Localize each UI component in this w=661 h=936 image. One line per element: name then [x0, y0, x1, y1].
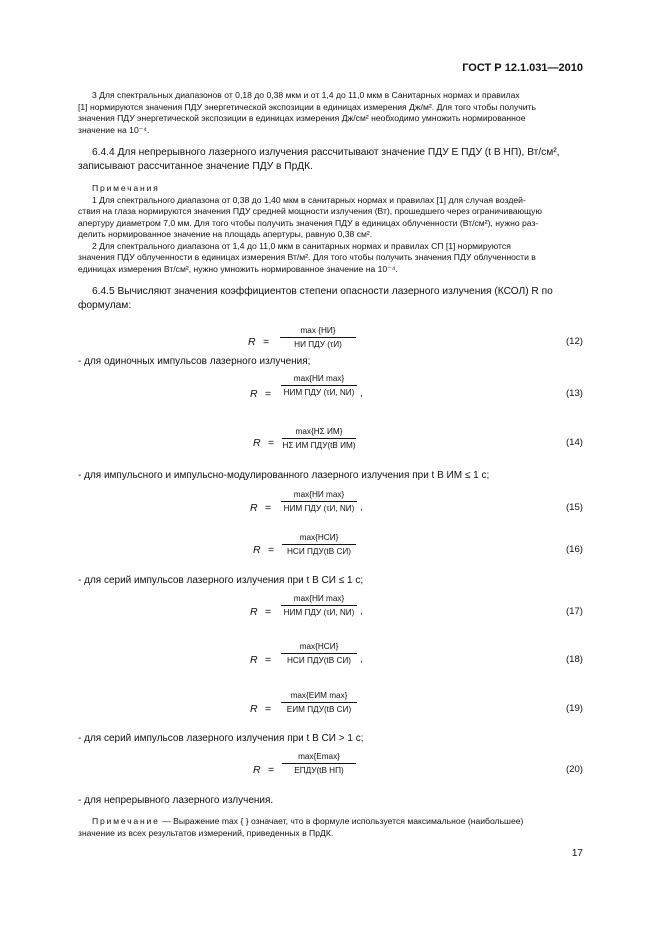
paragraph-6-4-4-line-2: записывают рассчитанное значение ПДУ в ПрДК. [78, 160, 313, 172]
paragraph-6-4-5 [78, 285, 583, 312]
equals-sign: = [265, 606, 272, 618]
note-2-line-1: 2 Для спектрального диапазона от 1,4 до 11,0 мкм в санитарных нормах и правилах СП [1] нормируются [92, 240, 511, 251]
numerator: max {HИ} [280, 326, 356, 338]
equation-lhs: R [248, 336, 256, 348]
equation-lhs: R [250, 502, 258, 514]
fraction [281, 691, 357, 714]
equals-sign: = [265, 502, 272, 514]
numerator: max{HСИ} [281, 642, 357, 654]
note-2-line-3: единицах измерения Вт/см², нужно умножить нормированное значение на 10⁻⁴. [78, 263, 398, 274]
numerator: max{HСИ} [282, 533, 356, 545]
note-1-line-3: апертуру диаметром 7,0 мм. Для того чтобы получить значения ПДУ в единицах облученности (Вт/см²), нужно раз- [78, 217, 539, 228]
paragraph-6-4-5-line-2: формулам: [78, 299, 132, 311]
comma: , [360, 654, 363, 665]
equation-lhs: R [250, 703, 258, 715]
denominator: HИМ ПДУ (τИ, NИ) [283, 388, 355, 397]
equation-lhs: R [253, 544, 261, 556]
equation-lhs: R [253, 764, 261, 776]
equation-number: (18) [565, 654, 583, 665]
note-1-line-2: ствия на глаза нормируются значения ПДУ средней мощности излучения (Вт), прошедшего через ограничивающую [78, 206, 542, 216]
final-note [78, 816, 583, 839]
note-3-line-4: значение на 10⁻⁴. [78, 124, 150, 135]
document-header: ГОСТ Р 12.1.031—2010 [462, 62, 583, 74]
equation-number: (19) [565, 703, 583, 714]
equation-lhs: R [253, 437, 261, 449]
final-note-label: Примечание [92, 816, 160, 826]
bullet-continuous: - для непрерывного лазерного излучения. [78, 795, 274, 806]
fraction [282, 427, 356, 450]
numerator: max{HΣ ИМ} [282, 427, 356, 439]
fraction [281, 594, 357, 617]
numerator: max{HИ max} [281, 374, 357, 386]
note-3-line-2: [1] нормируются значения ПДУ энергетической экспозиции в единицах измерения Дж/м². Для того чтобы получить [78, 101, 537, 112]
denominator: HСИ ПДУ(tВ СИ) [287, 656, 351, 665]
equation-lhs: R [250, 654, 258, 666]
equals-sign: = [268, 544, 275, 556]
note-3-line-1: 3 Для спектральных диапазонов от 0,18 до 0,38 мкм и от 1,4 до 11,0 мкм в Санитарных нормах и правилах [92, 90, 520, 100]
denominator: HИМ ПДУ (τИ, NИ) [283, 504, 355, 513]
bullet-pulsed-modulated: - для импульсного и импульсно-модулированного лазерного излучения при t В ИМ ≤ 1 с; [78, 470, 490, 481]
bullet-series-short: - для серий импульсов лазерного излучения при t В СИ ≤ 1 с; [78, 575, 364, 586]
denominator: EИМ ПДУ(tВ СИ) [286, 705, 352, 714]
note-2-line-2: значения ПДУ облученности в единицах измерения Вт/м². Для того чтобы получить значения ПДУ облученности в [78, 252, 536, 262]
comma: , [360, 388, 363, 399]
final-note-text: — Выражение max { } означает, что в формуле используется максимальное (наибольшее) [159, 816, 524, 826]
denominator: HСИ ПДУ(tВ СИ) [287, 547, 351, 556]
equals-sign: = [265, 388, 272, 400]
fraction [282, 752, 356, 775]
equals-sign: = [268, 437, 275, 449]
denominator: HИМ ПДУ (τИ, NИ) [283, 608, 355, 617]
final-note-line-1 [78, 816, 583, 828]
paragraph-6-4-4-line-1: 6.4.4 Для непрерывного лазерного излучения рассчитывают значение ПДУ E ПДУ (t В НП), Вт/см², [92, 147, 560, 158]
bullet-single-pulses: - для одиночных импульсов лазерного излучения; [78, 356, 311, 367]
equals-sign: = [263, 336, 270, 348]
note-1-line-1: 1 Для спектрального диапазона от 0,38 до 1,40 мкм в санитарных нормах и правилах [1] для случая воздей- [92, 194, 526, 205]
equation-number: (20) [565, 764, 583, 775]
fraction [281, 642, 357, 665]
final-note-line-2: значение из всех результатов измерений, приведенных в ПрДК. [78, 827, 334, 838]
equation-number: (14) [565, 437, 583, 448]
numerator: max{EИМ max} [281, 691, 357, 703]
numerator: max{Emax} [282, 752, 356, 764]
fraction [282, 533, 356, 556]
equals-sign: = [265, 703, 272, 715]
equation-number: (16) [565, 544, 583, 555]
comma: , [360, 502, 363, 513]
equation-number: (12) [565, 336, 583, 347]
numerator: max{HИ max} [281, 594, 357, 606]
note-3-line-3: значения ПДУ энергетической экспозиции в единицах измерения Дж/см² необходимо умножить нормированное [78, 113, 526, 123]
equation-lhs: R [250, 388, 258, 400]
fraction [280, 326, 356, 349]
page-number: 17 [571, 848, 583, 859]
paragraph-6-4-5-line-1: 6.4.5 Вычисляют значения коэффициентов степени опасности лазерного излучения (КСОЛ) R по [92, 286, 553, 297]
note-3 [78, 90, 583, 136]
equals-sign: = [265, 654, 272, 666]
numerator: max{HИ max} [281, 490, 357, 502]
fraction [281, 490, 357, 513]
equation-number: (17) [565, 606, 583, 617]
notes-heading: Примечания [92, 183, 160, 193]
notes-block [78, 183, 583, 275]
equals-sign: = [268, 764, 275, 776]
equation-lhs: R [250, 606, 258, 618]
denominator: EПДУ(tВ НП) [294, 766, 344, 775]
denominator: HΣ ИМ ПДУ(tВ ИМ) [282, 441, 356, 450]
fraction [281, 374, 357, 397]
paragraph-6-4-4 [78, 146, 583, 173]
denominator: HИ ПДУ (τИ) [294, 340, 342, 349]
equation-number: (13) [565, 388, 583, 399]
comma: , [360, 606, 363, 617]
note-1-line-4: делить нормированное значение на площадь апертуры, равную 0,38 см². [78, 229, 373, 239]
equation-number: (15) [565, 502, 583, 513]
bullet-series-long: - для серий импульсов лазерного излучения при t В СИ > 1 с; [78, 733, 364, 744]
